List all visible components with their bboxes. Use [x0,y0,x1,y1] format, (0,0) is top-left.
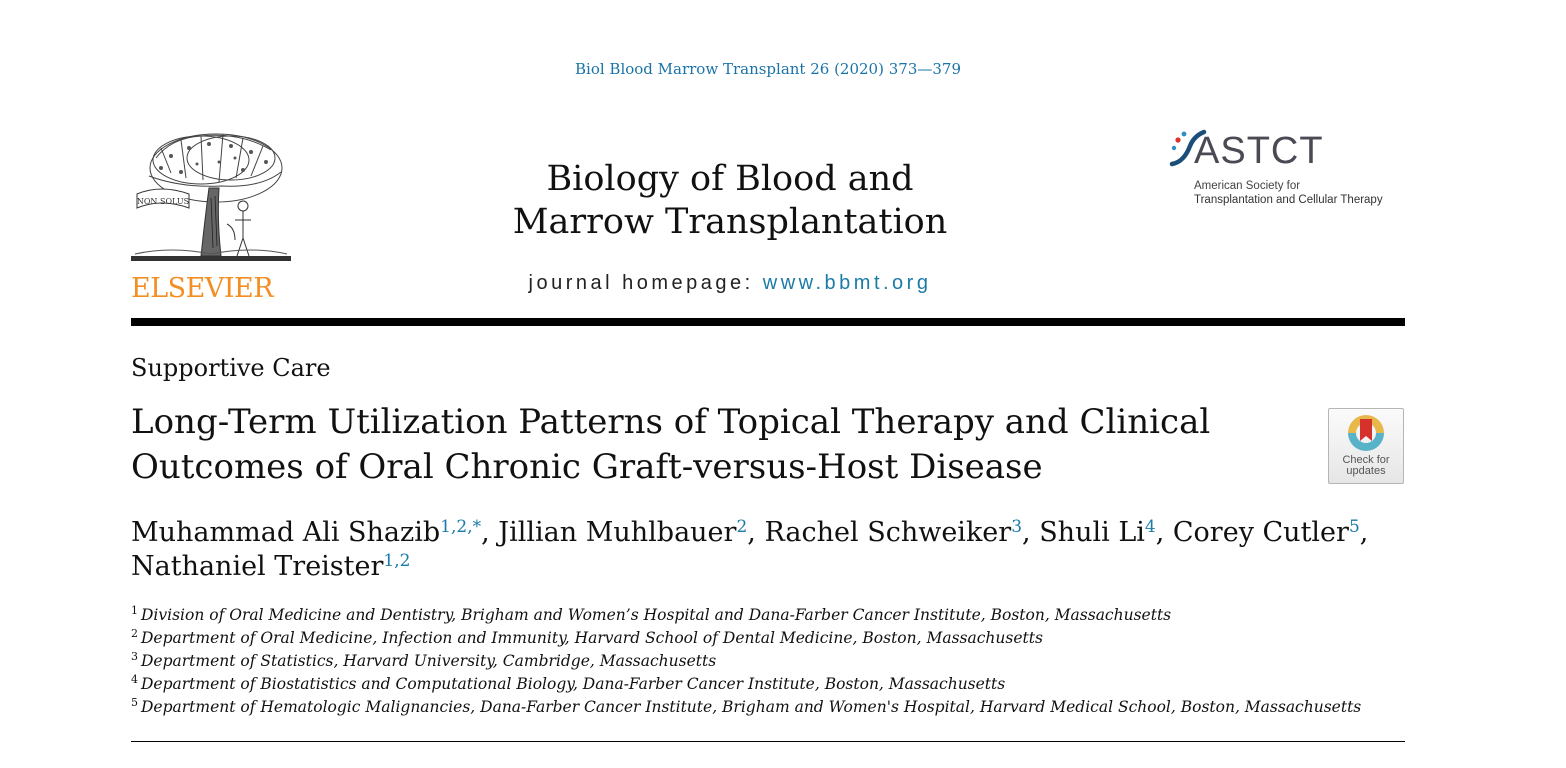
author-affiliation-marker[interactable]: 3 [1011,517,1023,537]
affiliation-text: Department of Hematologic Malignancies, Dana-Farber Cancer Institute, Brigham and Women's Hospital, Harvard Medical School, Boston, Massachusetts [141,698,1362,716]
article-section: Supportive Care [131,354,331,382]
author-item[interactable] [1173,517,1368,548]
check-for-updates-button[interactable] [1328,408,1404,484]
check-updates-line1: Check for [1342,454,1390,466]
affiliation-text: Department of Oral Medicine, Infection and Immunity, Harvard School of Dental Medicine, Boston, Massachusetts [141,629,1043,647]
author-list [131,516,1391,584]
header-divider [131,318,1405,326]
publisher-name: ELSEVIER [131,273,274,304]
author-affiliation-marker[interactable]: 2 [736,517,748,537]
affiliation-text: Department of Statistics, Harvard University, Cambridge, Massachusetts [141,652,717,670]
society-name-line2: Transplantation and Cellular Therapy [1194,194,1383,206]
affiliation-item [131,627,1405,650]
author-separator: , [1022,517,1040,548]
affiliation-number: 2 [131,627,138,640]
author-affiliation-marker[interactable]: 5 [1348,517,1360,537]
crossmark-icon [1346,413,1386,453]
journal-title-line1: Biology of Blood and [546,159,914,199]
affiliation-item [131,696,1405,719]
affiliation-number: 4 [131,673,138,686]
author-item[interactable] [131,517,498,548]
author-name: Muhammad Ali Shazib [131,517,441,548]
article-title [131,400,1231,490]
author-affiliation-marker[interactable]: 4 [1144,517,1156,537]
author-name: Jillian Muhlbauer [498,517,737,548]
article-title-line1: Long-Term Utilization Patterns of Topical Therapy and Clinical [131,402,1211,442]
society-abbr: ASTCT [1194,130,1324,172]
journal-title-line2: Marrow Transplantation [512,202,948,242]
check-updates-line2: updates [1346,465,1386,477]
affiliation-number: 5 [131,696,138,709]
affiliation-text: Division of Oral Medicine and Dentistry, Brigham and Women’s Hospital and Dana-Farber Cancer Institute, Boston, Massachusetts [141,606,1172,624]
author-item[interactable] [498,517,764,548]
author-separator: , [1155,517,1173,548]
author-name: Rachel Schweiker [764,517,1012,548]
author-item[interactable] [1039,517,1173,548]
affiliation-item [131,604,1405,627]
author-name: Nathaniel Treister [131,551,384,582]
citation-link[interactable]: Biol Blood Marrow Transplant 26 (2020) 373—379 [575,60,961,78]
author-name: Corey Cutler [1172,517,1349,548]
homepage-link[interactable]: www.bbmt.org [762,272,932,294]
affiliation-number: 1 [131,604,138,617]
author-separator: , [747,517,765,548]
journal-citation[interactable] [0,60,1536,78]
article-title-line2: Outcomes of Oral Chronic Graft-versus-Host Disease [131,447,1043,487]
author-separator: , [1359,517,1369,548]
author-name: Shuli Li [1039,517,1145,548]
logo-motto: NON SOLUS [136,197,190,206]
author-item[interactable] [764,517,1039,548]
society-logo[interactable] [1168,128,1408,218]
journal-homepage [490,272,970,295]
affiliation-text: Department of Biostatistics and Computational Biology, Dana-Farber Cancer Institute, Boston, Massachusetts [141,675,1006,693]
elsevier-tree-icon [131,128,291,270]
affiliation-item [131,650,1405,673]
author-affiliation-marker[interactable]: 1,2 [383,551,411,571]
author-item[interactable] [131,551,410,582]
affiliation-list [131,604,1405,719]
affiliation-number: 3 [131,650,138,663]
society-name-line1: American Society for [1194,180,1301,192]
author-separator: , [481,517,499,548]
affiliation-item [131,673,1405,696]
author-affiliation-marker[interactable]: 1,2,* [440,517,482,537]
affiliation-divider [131,741,1405,742]
homepage-label: journal homepage: [528,272,763,294]
journal-title[interactable] [490,158,970,244]
